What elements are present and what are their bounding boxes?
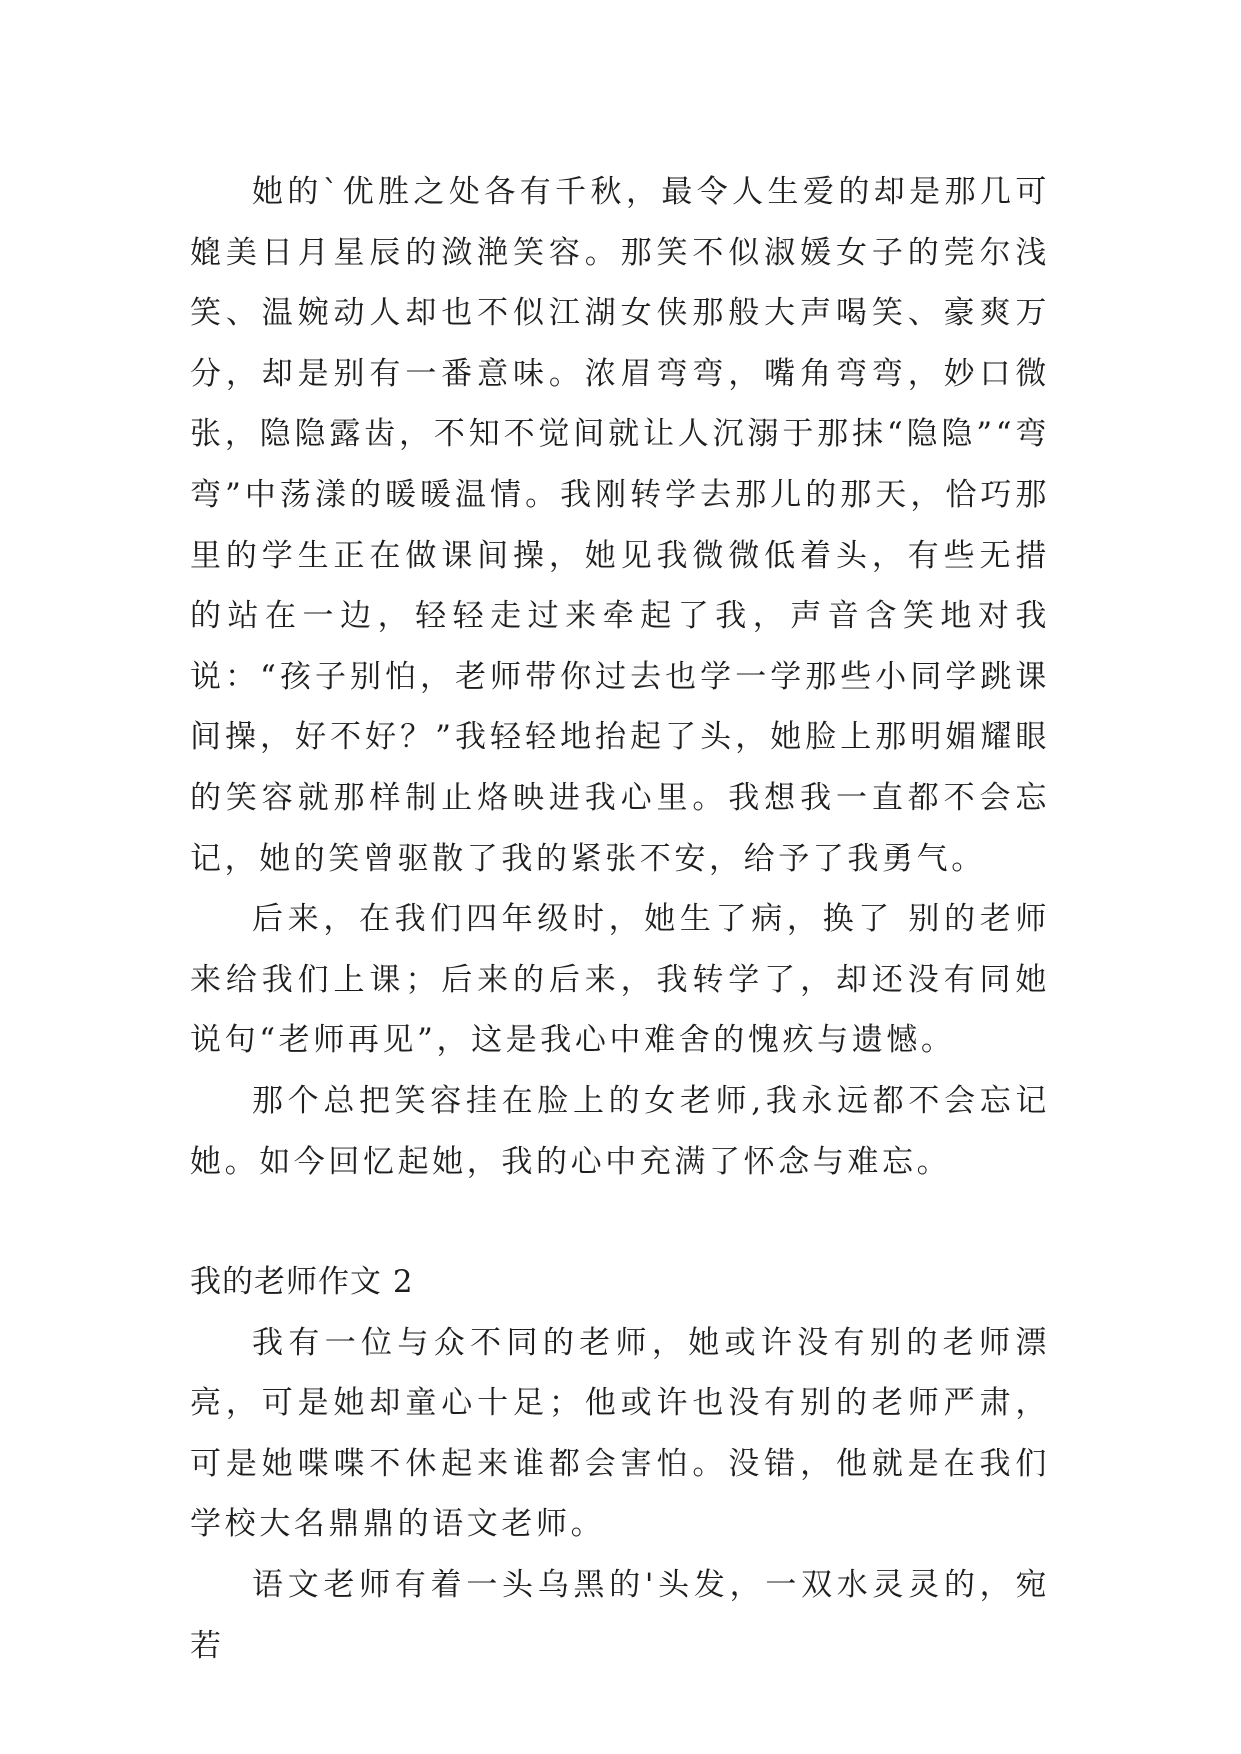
paragraph-appearance: 语文老师有着一头乌黑的'头发，一双水灵灵的，宛若	[190, 1567, 1050, 1664]
section-title: 我的老师作文 2	[190, 1264, 414, 1301]
paragraph-later: 后来，在我们四年级时，她生了病，换了 别的老师来给我们上课；后来的后来，我转学了，却还没有同她说句“老师再见”，这是我心中难舍的愧疚与遗憾。	[190, 901, 1050, 1059]
paragraph-unique-teacher: 我有一位与众不同的老师，她或许没有别的老师漂亮，可是她却童心十足；他或许也没有别的老师严肃，可是她喋喋不休起来谁都会害怕。没错，他就是在我们学校大名鼎鼎的语文老师。	[190, 1324, 1050, 1543]
paragraph-never-forget: 那个总把笑容挂在脸上的女老师,我永远都不会忘记她。如今回忆起她，我的心中充满了怀念与难忘。	[190, 1082, 1050, 1180]
paragraph-smile: 她的`优胜之处各有千秋，最令人生爱的却是那几可媲美日月星辰的潋滟笑容。那笑不似淑媛女子的莞尔浅笑、温婉动人却也不似江湖女侠那般大声喝笑、豪爽万分，却是别有一番意味。浓眉弯弯，嘴角弯弯，妙口微张，隐隐露齿，不知不觉间就让人沉溺于那抹“隐隐”“弯弯”中荡漾的暖暖温情。我刚转学去那儿的那天，恰巧那里的学生正在做课间操，她见我微微低着头，有些无措的站在一边，轻轻走过来牵起了我，声音含笑地对我说：“孩子别怕，老师带你过去也学一学那些小同学跳课间操，好不好？”我轻轻地抬起了头，她脸上那明媚耀眼的笑容就那样制止烙映进我心里。我想我一直都不会忘记，她的笑曾驱散了我的紧张不安，给予了我勇气。	[190, 174, 1050, 877]
document-body	[190, 162, 1050, 1676]
